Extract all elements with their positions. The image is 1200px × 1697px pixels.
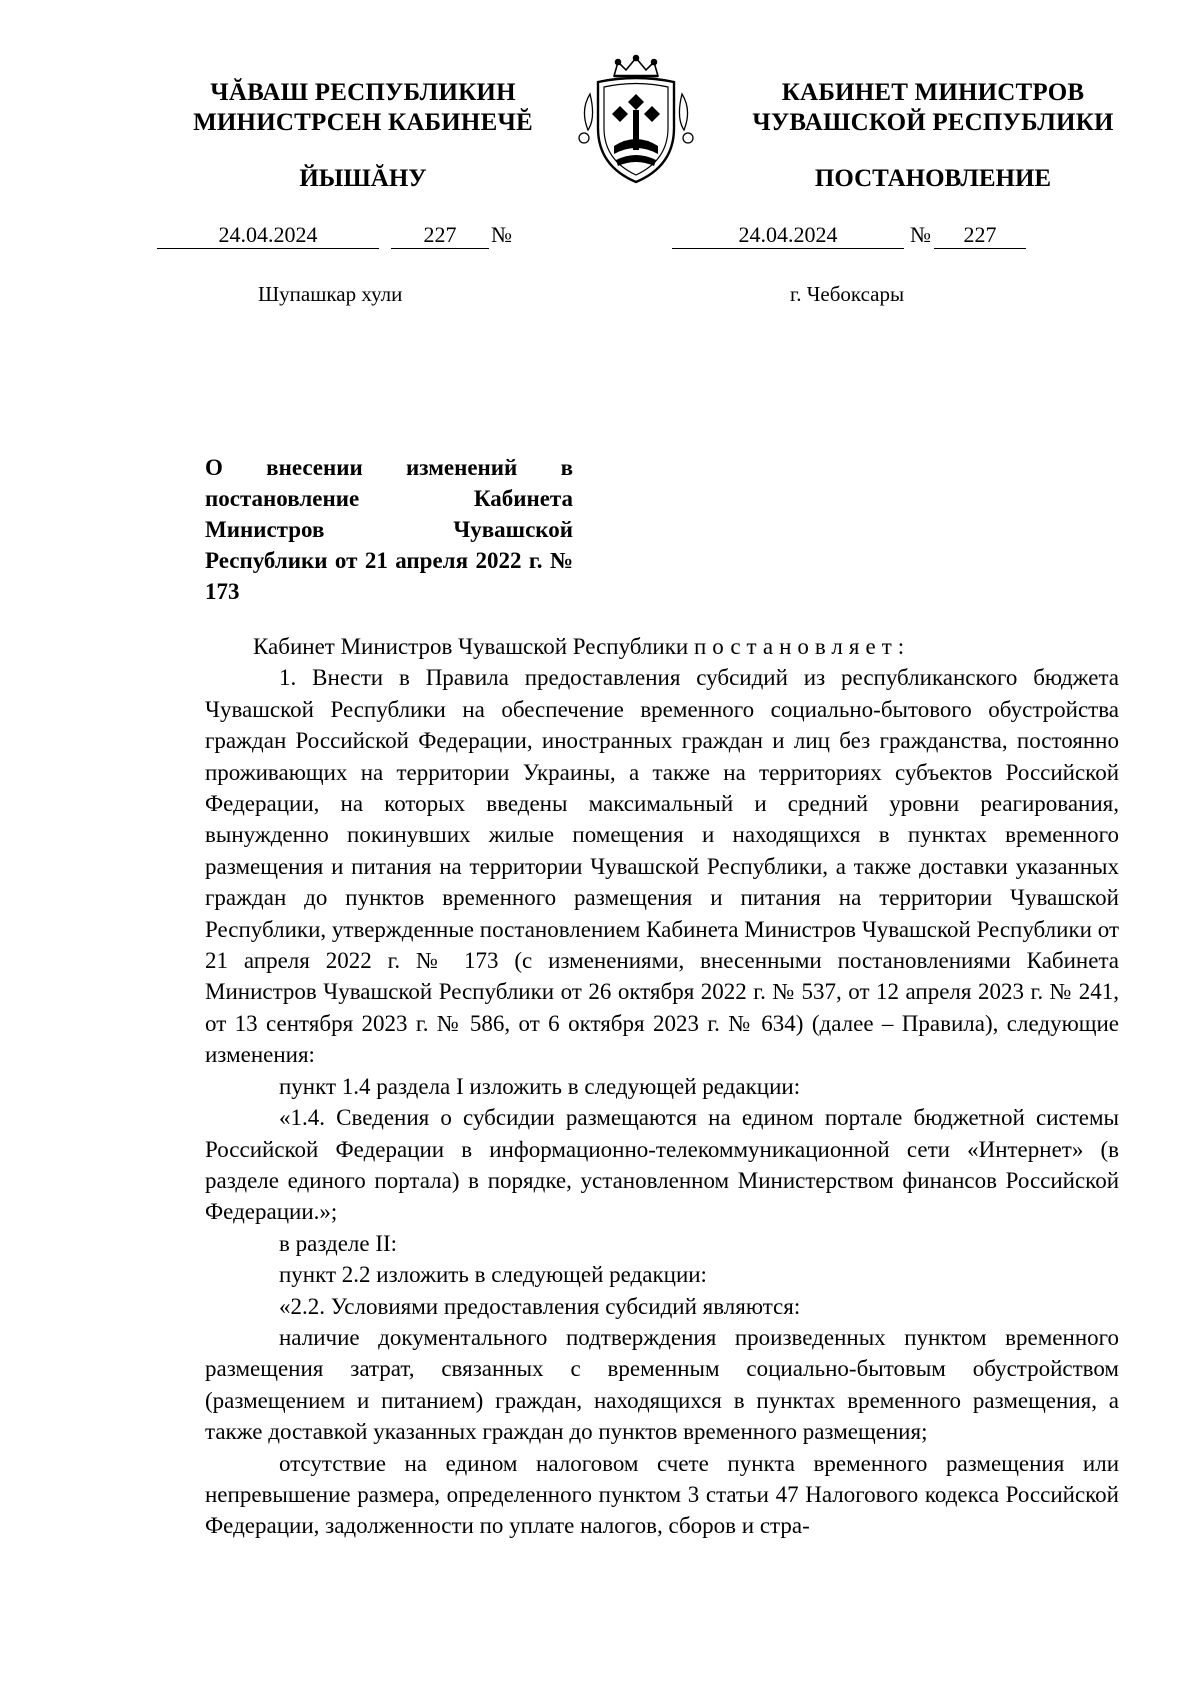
header-left-line2: МИНИСТРСЕН КАБИНЕЧĔ: [193, 109, 533, 136]
document-subject-title: О внесении изменений в постановление Кабинета Министров Чувашской Республики от 21 апреля 2022 г. № 173: [205, 455, 573, 604]
body-paragraph: «2.2. Условиями предоставления субсидий являются:: [279, 1293, 801, 1319]
city-right: г. Чебоксары: [790, 282, 905, 306]
body-paragraph: наличие документального подтверждения произведенных пунктом временного размещения затрат, связанных с временным социально-бытовым обустройством (размещением и питанием) граждан, находящихся в пунктах временного размещения, а также доставкой указанных граждан до пунктов временного размещения;: [205, 1324, 1119, 1445]
preamble: [205, 631, 1119, 662]
city-left: Шупашкар хули: [258, 282, 403, 306]
body-paragraph: отсутствие на едином налоговом счете пункта временного размещения или непревышение размера, определенного пунктом 3 статьи 47 Налогового кодекса Российской Федерации, задолженности по уплате налогов, сборов и стра-: [205, 1450, 1119, 1539]
number-line-left: [157, 222, 517, 250]
header-left-line1: ЧĂВАШ РЕСПУБЛИКИН: [210, 79, 516, 106]
preamble-org: Кабинет Министров Чувашской Республики: [253, 634, 689, 659]
right-date: 24.04.2024: [672, 222, 904, 249]
header-left-chuvash: [168, 78, 558, 138]
right-number: 227: [934, 222, 1026, 249]
right-number-sign: №: [910, 222, 931, 247]
header-right-doc-type: ПОСТАНОВЛЕНИЕ: [814, 165, 1052, 192]
header-right-line1: КАБИНЕТ МИНИСТРОВ: [781, 79, 1085, 106]
body-paragraph: пункт 2.2 изложить в следующей редакции:: [279, 1262, 707, 1288]
header-right-russian: [738, 78, 1128, 138]
body-paragraph: 1. Внести в Правила предоставления субсидий из республиканского бюджета Чувашской Республики на обеспечение временного социально-бытового обустройства граждан Российской Федерации, иностранных граждан и лиц без гражданства, постоянно проживающих на территории Украины, а также на территориях субъектов Российской Федерации, на которых введены максимальный и средний уровни реагирования, вынужденно покинувших жилые помещения и находящихся в пунктах временного размещения и питания на территории Чувашской Республики, а также доставки указанных граждан до пунктов временного размещения и питания на территории Чувашской Республики, утвержденные постановлением Кабинета Министров Чувашской Республики от 21 апреля 2022 г. № 173 (с изменениями, внесенными постановлениями Кабинета Министров Чувашской Республики от 26 октября 2022 г. № 537, от 12 апреля 2023 г. № 241, от 13 сентября 2023 г. № 586, от 6 октября 2023 г. № 634) (далее – Правила), следующие изменения:: [205, 665, 1119, 1068]
body-paragraph: «1.4. Сведения о субсидии размещаются на едином портале бюджетной системы Российской Федерации в информационно-телекоммуникационной сети «Интернет» (в разделе единого портала) в порядке, установленном Министерством финансов Российской Федерации.»;: [205, 1105, 1119, 1225]
body-paragraph: в разделе II:: [279, 1230, 398, 1256]
coat-of-arms-emblem-icon: [568, 54, 704, 188]
body-paragraph: пункт 1.4 раздела I изложить в следующей редакции:: [279, 1073, 801, 1099]
number-line-right: [672, 222, 1042, 250]
header-left-doc-type: ЙЫШĂНУ: [299, 165, 427, 192]
document-body: [205, 631, 1119, 1542]
left-date: 24.04.2024: [157, 222, 379, 249]
left-number: 227: [391, 222, 489, 249]
header-right-line2: ЧУВАШСКОЙ РЕСПУБЛИКИ: [752, 109, 1114, 136]
left-number-sign: №: [491, 222, 512, 247]
preamble-verb: постановляет:: [693, 634, 911, 659]
